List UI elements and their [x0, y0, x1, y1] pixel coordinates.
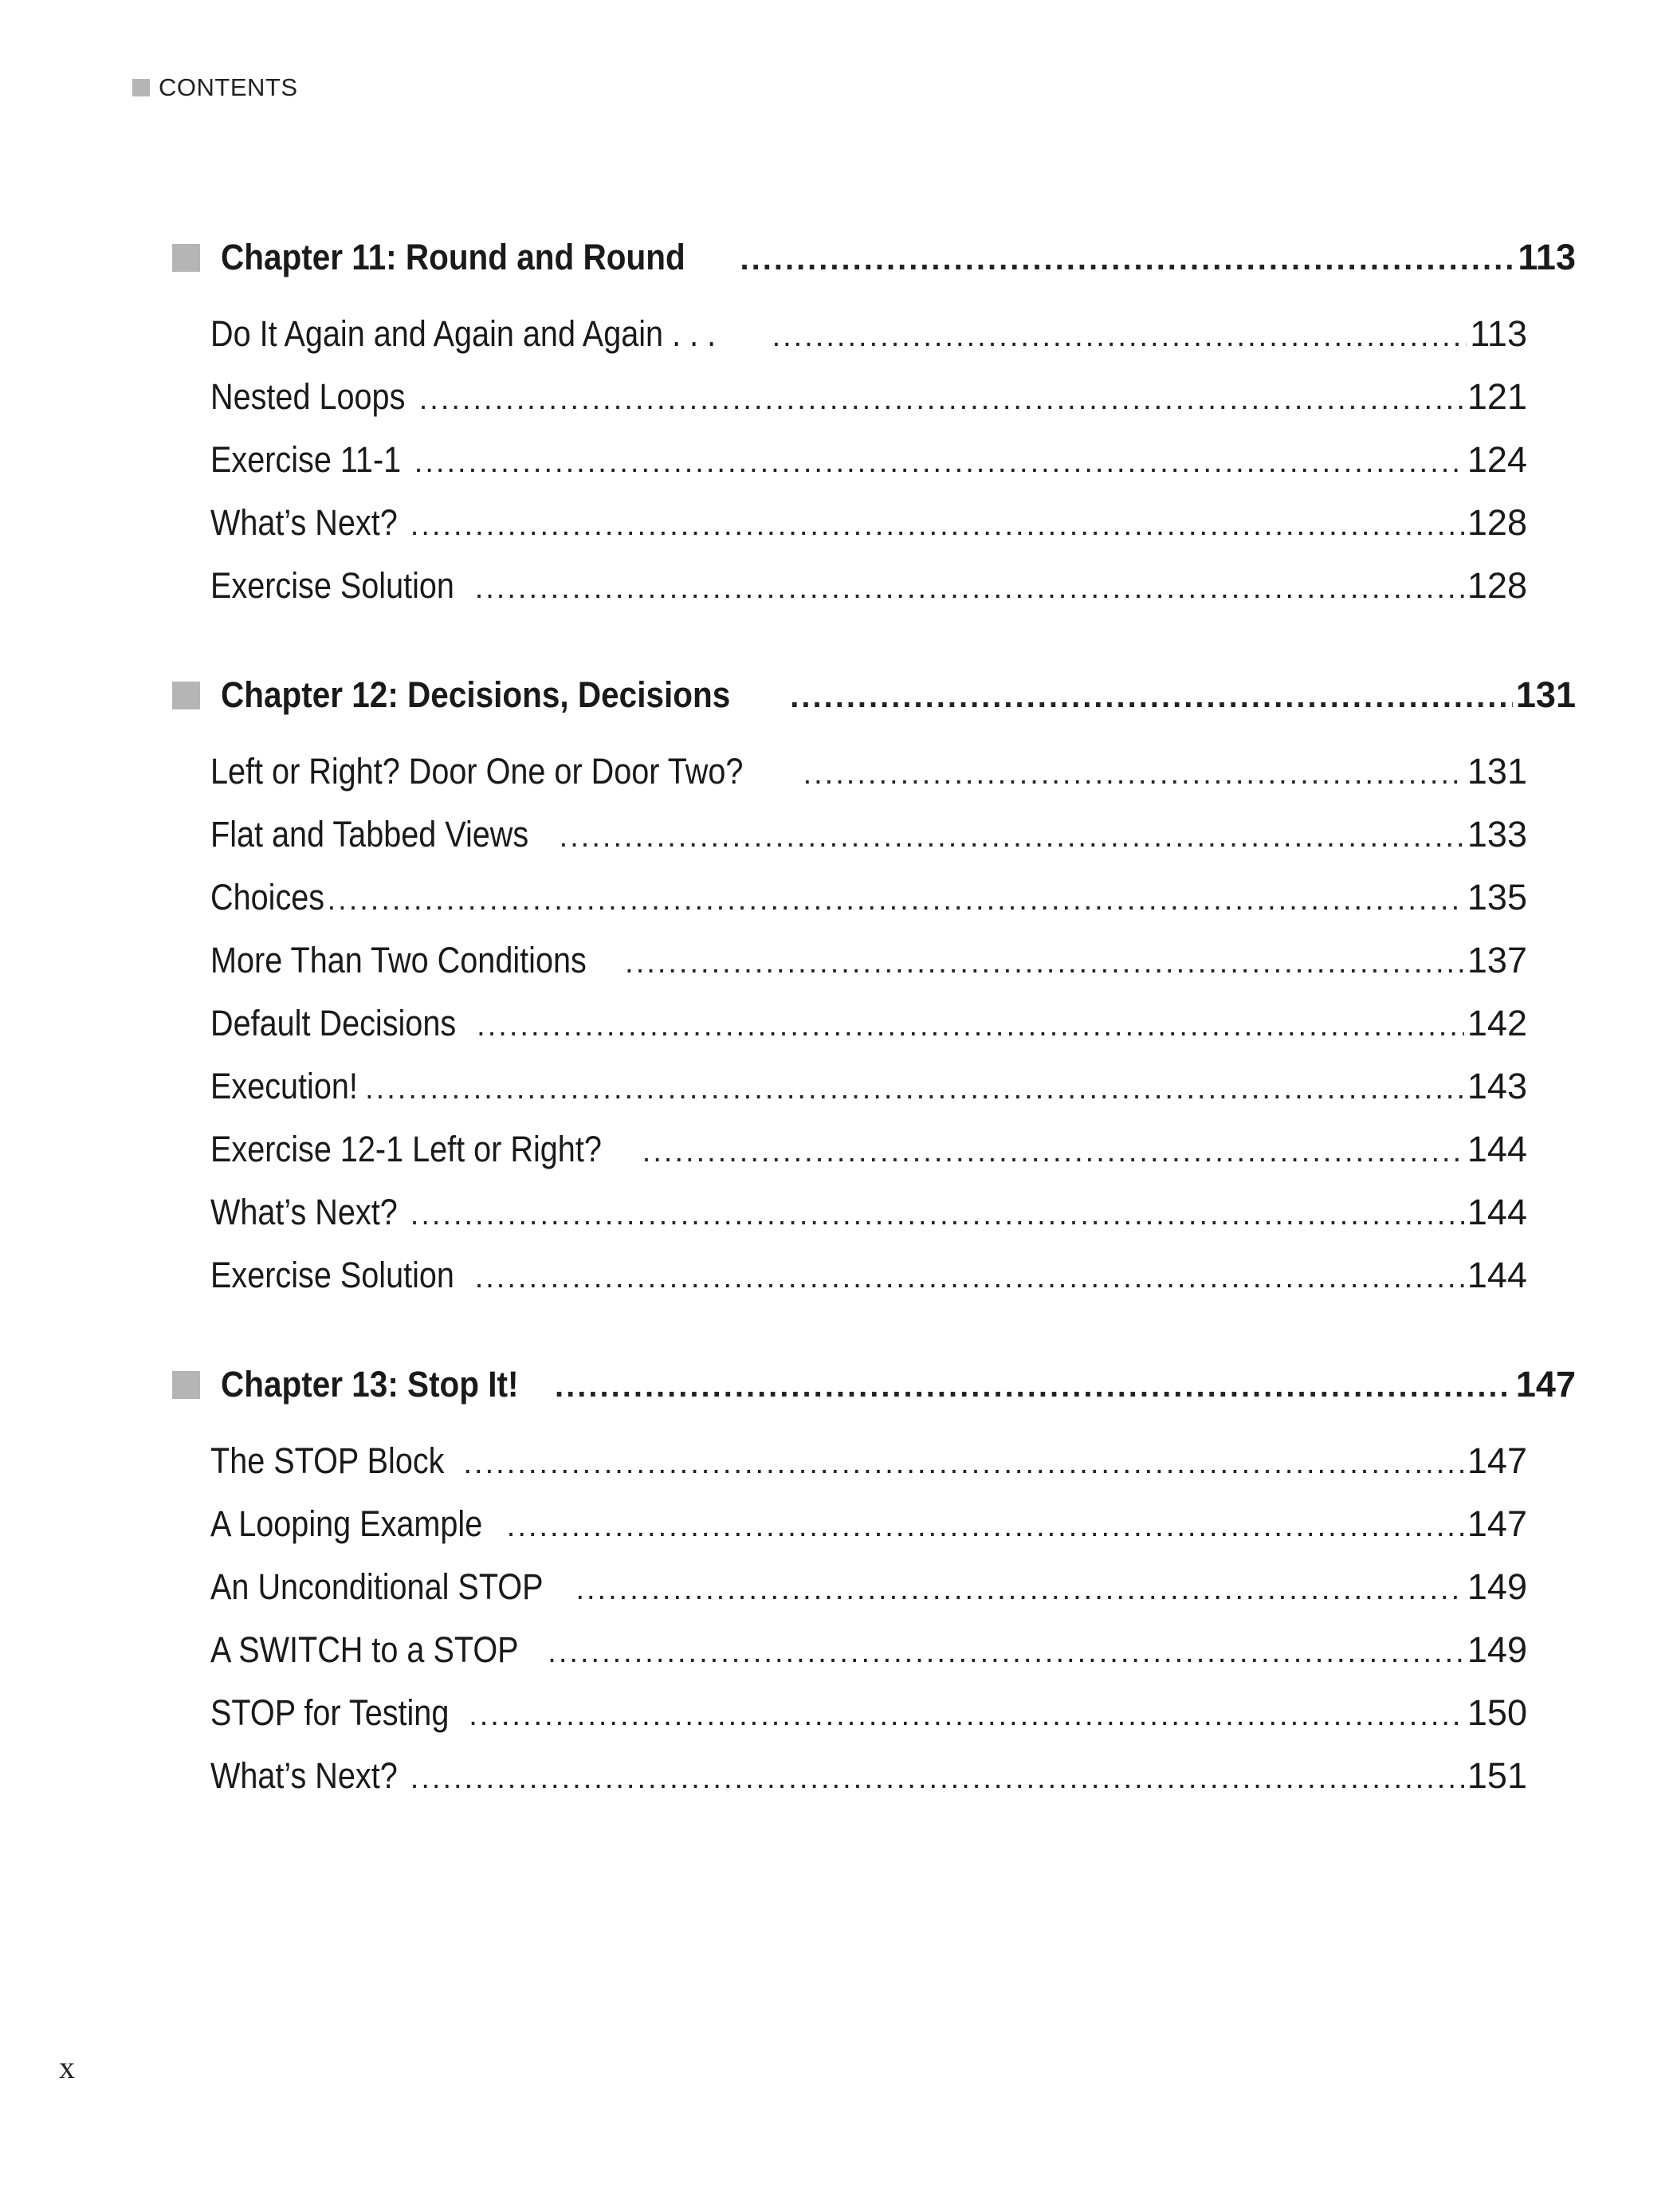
dot-leader	[477, 1009, 1464, 1043]
entry-page-number: 131	[1467, 751, 1527, 792]
entry-page-number: 113	[1470, 313, 1527, 354]
entry-page-number: 128	[1467, 502, 1527, 543]
toc-entry[interactable]	[210, 1503, 1527, 1566]
dot-leader	[328, 883, 1464, 917]
entry-title: More Than Two Conditions	[210, 940, 587, 980]
entry-page-number: 133	[1467, 814, 1527, 855]
toc-entry[interactable]	[210, 1003, 1527, 1066]
chapter-heading[interactable]	[172, 671, 1576, 719]
dot-leader	[740, 242, 1515, 277]
toc-entry[interactable]	[210, 1192, 1527, 1255]
entry-title: Nested Loops	[210, 376, 406, 417]
toc-entry[interactable]	[210, 376, 1527, 439]
chapter-13	[172, 1361, 1576, 1818]
entry-page-number: 149	[1467, 1629, 1527, 1670]
dot-leader	[463, 1447, 1463, 1481]
entry-title: Default Decisions	[210, 1003, 457, 1043]
dot-leader	[555, 1369, 1513, 1405]
dot-leader	[548, 1636, 1464, 1670]
entry-page-number: 143	[1467, 1066, 1527, 1106]
entry-title: A SWITCH to a STOP	[210, 1629, 519, 1670]
dot-leader	[642, 1135, 1464, 1169]
entry-title: Exercise 12-1 Left or Right?	[210, 1129, 602, 1169]
dot-leader	[410, 1198, 1464, 1232]
dot-leader	[790, 679, 1513, 715]
chapter-entries	[210, 1440, 1527, 1818]
entry-title: What’s Next?	[210, 1192, 398, 1232]
chapter-entries	[210, 313, 1527, 628]
entry-page-number: 147	[1467, 1503, 1527, 1544]
entry-title: Exercise 11-1	[210, 439, 402, 480]
toc-entry[interactable]	[210, 1566, 1527, 1629]
chapter-12	[172, 671, 1576, 1318]
entry-page-number: 144	[1467, 1192, 1527, 1232]
dot-leader	[469, 1699, 1464, 1733]
toc-entry[interactable]	[210, 751, 1527, 814]
dot-leader	[560, 820, 1464, 855]
entry-title: An Unconditional STOP	[210, 1566, 544, 1607]
dot-leader	[625, 946, 1464, 980]
entry-page-number: 149	[1467, 1566, 1527, 1607]
toc-entry[interactable]	[210, 439, 1527, 502]
entry-page-number: 150	[1467, 1692, 1527, 1733]
entry-title: What’s Next?	[210, 1755, 398, 1796]
entry-page-number: 124	[1467, 439, 1527, 480]
entry-page-number: 151	[1467, 1755, 1527, 1796]
entry-page-number: 128	[1467, 565, 1527, 606]
dot-leader	[419, 383, 1464, 417]
running-head	[132, 73, 298, 102]
chapter-heading[interactable]	[172, 1361, 1576, 1409]
entry-page-number: 142	[1467, 1003, 1527, 1043]
dot-leader	[507, 1510, 1464, 1544]
chapter-page-number: 147	[1515, 1364, 1576, 1405]
dot-leader	[803, 757, 1464, 792]
entry-title: The STOP Block	[210, 1440, 445, 1481]
dot-leader	[410, 1762, 1464, 1796]
gray-square-icon	[172, 682, 200, 709]
entry-page-number: 147	[1467, 1440, 1527, 1481]
gray-square-icon	[172, 244, 200, 272]
entry-title: Flat and Tabbed Views	[210, 814, 529, 855]
toc-entry[interactable]	[210, 1255, 1527, 1318]
toc-entry[interactable]	[210, 502, 1527, 565]
entry-title: Execution!	[210, 1066, 358, 1106]
entry-title: Do It Again and Again and Again . . .	[210, 313, 717, 354]
entry-page-number: 144	[1467, 1129, 1527, 1169]
toc-entry[interactable]	[210, 1129, 1527, 1192]
toc-entry[interactable]	[210, 1755, 1527, 1818]
dot-leader	[365, 1072, 1464, 1106]
entry-page-number: 137	[1467, 940, 1527, 980]
dot-leader	[414, 446, 1464, 480]
chapter-page-number: 113	[1518, 237, 1576, 277]
dot-leader	[410, 509, 1464, 543]
toc-entry[interactable]	[210, 940, 1527, 1003]
toc-entry[interactable]	[210, 1692, 1527, 1755]
chapter-entries	[210, 751, 1527, 1318]
chapter-title: Chapter 13: Stop It!	[221, 1364, 519, 1405]
toc-entry[interactable]	[210, 565, 1527, 628]
entry-page-number: 144	[1467, 1255, 1527, 1295]
entry-title: Exercise Solution	[210, 1255, 454, 1295]
chapter-title: Chapter 12: Decisions, Decisions	[221, 674, 731, 715]
toc-entry[interactable]	[210, 814, 1527, 877]
dot-leader	[475, 572, 1464, 606]
entry-page-number: 135	[1467, 877, 1527, 917]
dot-leader	[575, 1573, 1463, 1607]
entry-title: Exercise Solution	[210, 565, 454, 606]
entry-page-number: 121	[1467, 376, 1527, 417]
dot-leader	[475, 1261, 1464, 1295]
toc-entry[interactable]	[210, 877, 1527, 940]
toc-entry[interactable]	[210, 313, 1527, 376]
chapter-11	[172, 234, 1576, 628]
entry-title: Choices	[210, 877, 325, 917]
gray-square-icon	[132, 79, 150, 96]
chapter-page-number: 131	[1515, 674, 1576, 715]
entry-title: A Looping Example	[210, 1503, 483, 1544]
entry-title: STOP for Testing	[210, 1692, 450, 1733]
gray-square-icon	[172, 1371, 200, 1399]
toc-entry[interactable]	[210, 1066, 1527, 1129]
toc-entry[interactable]	[210, 1629, 1527, 1692]
entry-title: What’s Next?	[210, 502, 398, 543]
running-head-label: CONTENTS	[159, 73, 298, 101]
toc-entry[interactable]	[210, 1440, 1527, 1503]
page-folio: x	[59, 2049, 75, 2085]
chapter-title: Chapter 11: Round and Round	[221, 237, 685, 277]
chapter-heading[interactable]	[172, 234, 1576, 281]
dot-leader	[772, 320, 1467, 354]
entry-title: Left or Right? Door One or Door Two?	[210, 751, 744, 792]
